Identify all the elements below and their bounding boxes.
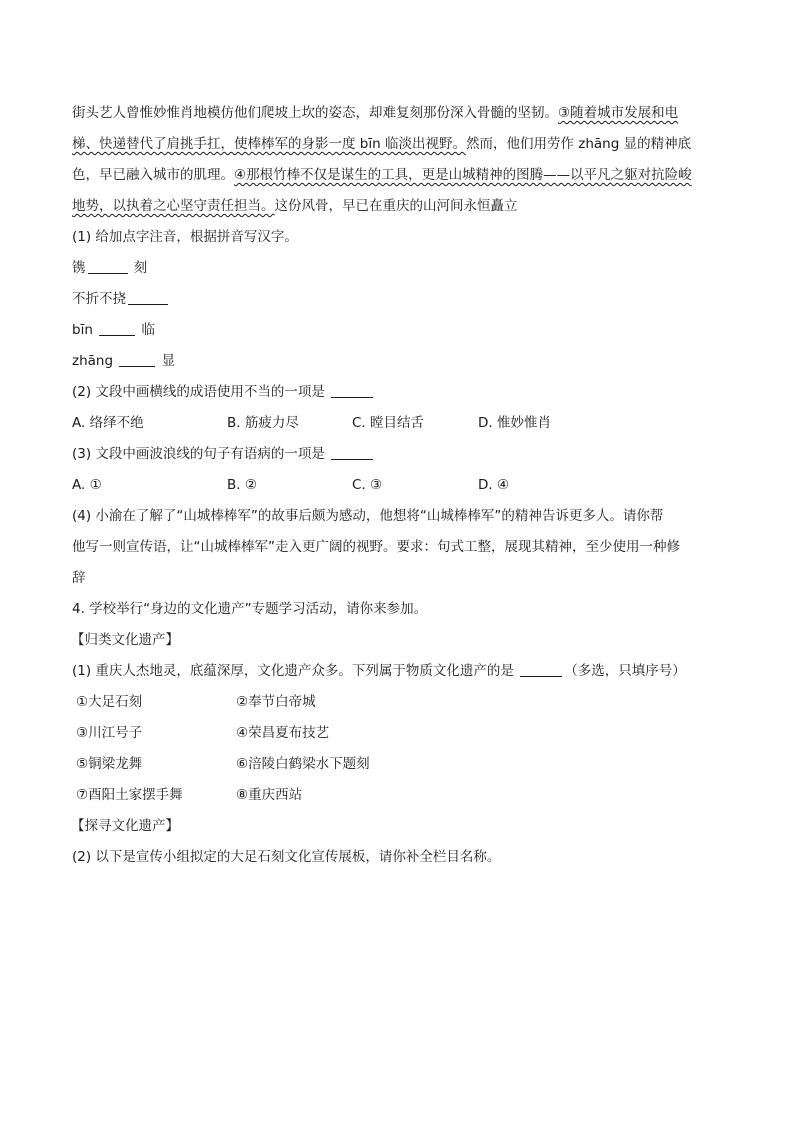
q1-item-text: bīn [72,322,98,338]
heritage-item: ②奉节白帝城 [236,694,316,710]
q3-prompt-text: (3) 文段中画波浪线的句子有语病的一项是 [72,446,330,462]
section-heading-classify: 【归类文化遗产】 [71,632,179,648]
passage-text: 然而，他们用劳作 zhāng 显的精神底 [465,136,692,152]
section-4-title: 4. 学校举行“身边的文化遗产”专题学习活动，请你来参加。 [72,601,428,617]
q3-options [72,470,722,501]
passage-text: 这份风骨，早已在重庆的山河间永恒矗立 [274,198,518,214]
section-heading-explore: 【探寻文化遗产】 [71,818,179,834]
heritage-item: ⑧重庆西站 [236,787,303,803]
worksheet-page [72,98,722,873]
q1-item-4 [72,346,722,377]
option-a[interactable]: A. 络绎不绝 [72,415,144,431]
passage-line-1 [72,98,722,129]
q1-item-text: zhāng [72,353,118,369]
heritage-row-3 [72,749,722,780]
passage-line-3 [72,160,722,191]
q3-prompt [72,439,722,470]
heritage-item: ⑥涪陵白鹤梁水下题刻 [236,756,370,772]
option-d[interactable]: D. 惟妙惟肖 [478,415,551,431]
answer-blank[interactable] [88,259,128,274]
q2-options [72,408,722,439]
q1-item-text: 镌 [72,260,86,276]
q4-line-1: (4) 小渝在了解了“山城棒棒军”的故事后颇为感动，他想将“山城棒棒军”的精神告诉更多人。请你帮 [72,508,664,524]
wavy-sentence-3-cont: 梯、快递替代了肩挑手扛，使棒棒军的身影一度 bīn 临淡出视野。 [72,136,466,152]
s4-q1-suffix: （多选，只填序号） [564,663,686,679]
s4-q1-text: (1) 重庆人杰地灵，底蕴深厚，文化遗产众多。下列属于物质文化遗产的是 [72,663,519,679]
option-d[interactable]: D. ④ [478,477,510,493]
heritage-row-1 [72,687,722,718]
answer-blank[interactable] [331,445,373,460]
answer-blank[interactable] [520,662,562,677]
option-a[interactable]: A. ① [72,477,102,493]
heritage-item: ③川江号子 [76,725,143,741]
q1-item-1 [72,253,722,284]
answer-blank[interactable] [331,383,373,398]
wavy-sentence-3: ③随着城市发展和电 [558,105,679,121]
answer-blank[interactable] [128,290,168,305]
passage-line-2 [72,129,722,160]
passage-text: 色，早已融入城市的肌理。 [72,167,234,183]
q2-prompt-text: (2) 文段中画横线的成语使用不当的一项是 [72,384,330,400]
heritage-item: ④荣昌夏布技艺 [236,725,330,741]
q1-item-text: 临 [137,322,155,338]
wavy-sentence-4-cont: 地势，以执着之心坚守责任担当。 [72,198,275,214]
heritage-row-4 [72,780,722,811]
option-c[interactable]: C. 瞠目结舌 [352,415,425,431]
option-b[interactable]: B. 筋疲力尽 [227,415,299,431]
heritage-row-2 [72,718,722,749]
q1-item-text: 显 [157,353,176,369]
s4-q2-prompt: (2) 以下是宣传小组拟定的大足石刻文化宣传展板，请你补全栏目名称。 [72,849,501,865]
heritage-item: ⑦酉阳土家摆手舞 [76,787,183,803]
option-c[interactable]: C. ③ [352,477,383,493]
q1-item-2 [72,284,722,315]
heritage-item: ⑤铜梁龙舞 [76,756,143,772]
answer-blank[interactable] [99,321,135,336]
q1-item-3 [72,315,722,346]
passage-text: 街头艺人曾惟妙惟肖地模仿他们爬坡上坎的姿态，却难复刻那份深入骨髓的坚韧。 [72,105,558,121]
passage-line-4 [72,191,722,222]
s4-q1-prompt [72,656,722,687]
q2-prompt [72,377,722,408]
option-b[interactable]: B. ② [227,477,257,493]
wavy-sentence-4: ④那根竹棒不仅是谋生的工具，更是山城精神的图腾——以平凡之躯对抗险峻 [234,167,692,183]
q4-line-2: 他写一则宣传语，让“山城棒棒军”走入更广阔的视野。要求：句式工整，展现其精神，至少使用一种修 [72,539,680,555]
heritage-item: ①大足石刻 [76,694,143,710]
q1-item-text: 刻 [129,260,148,276]
answer-blank[interactable] [119,352,155,367]
q1-item-text: 不折不挠 [72,291,126,307]
q4-line-3: 辞 [72,570,86,586]
q1-prompt: (1) 给加点字注音，根据拼音写汉字。 [72,229,298,245]
